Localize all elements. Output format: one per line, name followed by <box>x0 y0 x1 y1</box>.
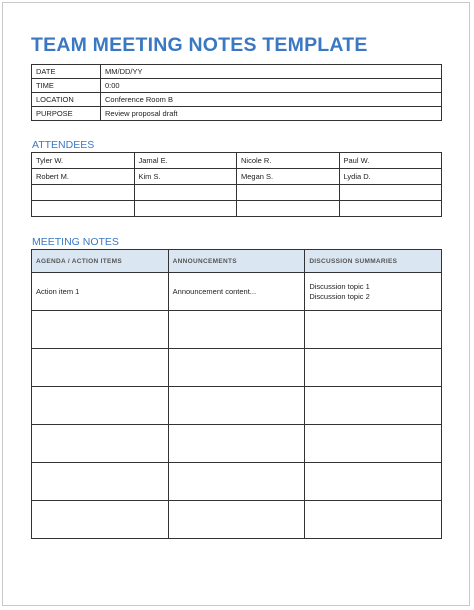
agenda-cell[interactable]: Action item 1 <box>32 273 169 311</box>
agenda-cell[interactable] <box>32 349 169 387</box>
discussion-cell[interactable] <box>305 311 442 349</box>
attendee-cell[interactable]: Tyler W. <box>32 153 135 169</box>
announcement-cell[interactable] <box>168 425 305 463</box>
attendee-cell[interactable]: Kim S. <box>134 169 237 185</box>
info-row-time <box>32 79 442 93</box>
agenda-cell[interactable] <box>32 387 169 425</box>
info-label: TIME <box>32 79 101 93</box>
attendee-cell[interactable] <box>134 201 237 217</box>
column-header-announcements: ANNOUNCEMENTS <box>168 250 305 273</box>
info-row-location <box>32 93 442 107</box>
attendee-cell[interactable]: Megan S. <box>237 169 340 185</box>
notes-header-row <box>32 250 442 273</box>
announcement-cell[interactable]: Announcement content... <box>168 273 305 311</box>
discussion-cell[interactable] <box>305 387 442 425</box>
document-title: TEAM MEETING NOTES TEMPLATE <box>31 34 368 56</box>
notes-row <box>32 311 442 349</box>
meeting-info-table <box>31 64 442 121</box>
attendee-cell[interactable]: Lydia D. <box>339 169 442 185</box>
agenda-cell[interactable] <box>32 425 169 463</box>
discussion-line: Discussion topic 2 <box>309 291 370 301</box>
discussion-cell[interactable] <box>305 349 442 387</box>
attendees-table <box>31 152 442 217</box>
info-row-date <box>32 65 442 79</box>
notes-row <box>32 387 442 425</box>
notes-row <box>32 463 442 501</box>
attendee-cell[interactable]: Nicole R. <box>237 153 340 169</box>
attendee-cell[interactable] <box>134 185 237 201</box>
announcement-cell[interactable] <box>168 463 305 501</box>
attendee-row <box>32 169 442 185</box>
attendee-cell[interactable]: Jamal E. <box>134 153 237 169</box>
info-label: PURPOSE <box>32 107 101 121</box>
attendee-row <box>32 185 442 201</box>
info-value[interactable]: Review proposal draft <box>101 107 442 121</box>
attendee-cell[interactable] <box>237 185 340 201</box>
attendees-heading: ATTENDEES <box>32 139 95 151</box>
attendee-cell[interactable]: Robert M. <box>32 169 135 185</box>
column-header-discussion: DISCUSSION SUMMARIES <box>305 250 442 273</box>
info-value[interactable]: Conference Room B <box>101 93 442 107</box>
notes-row <box>32 425 442 463</box>
attendee-cell[interactable] <box>32 185 135 201</box>
info-value[interactable]: MM/DD/YY <box>101 65 442 79</box>
announcement-cell[interactable] <box>168 387 305 425</box>
discussion-cell[interactable] <box>305 425 442 463</box>
agenda-cell[interactable] <box>32 501 169 539</box>
announcement-cell[interactable] <box>168 311 305 349</box>
discussion-line: Discussion topic 1 <box>309 281 370 291</box>
attendee-cell[interactable] <box>339 201 442 217</box>
notes-row <box>32 501 442 539</box>
discussion-cell[interactable] <box>305 501 442 539</box>
attendee-cell[interactable] <box>339 185 442 201</box>
attendee-cell[interactable]: Paul W. <box>339 153 442 169</box>
announcement-cell[interactable] <box>168 349 305 387</box>
column-header-agenda: AGENDA / ACTION ITEMS <box>32 250 169 273</box>
attendee-row <box>32 153 442 169</box>
agenda-cell[interactable] <box>32 463 169 501</box>
info-label: DATE <box>32 65 101 79</box>
notes-row <box>32 273 442 311</box>
attendee-cell[interactable] <box>32 201 135 217</box>
attendee-cell[interactable] <box>237 201 340 217</box>
discussion-cell[interactable] <box>305 463 442 501</box>
discussion-cell[interactable] <box>305 273 442 311</box>
announcement-cell[interactable] <box>168 501 305 539</box>
info-label: LOCATION <box>32 93 101 107</box>
agenda-cell[interactable] <box>32 311 169 349</box>
info-value[interactable]: 0:00 <box>101 79 442 93</box>
meeting-notes-table <box>31 249 442 539</box>
info-row-purpose <box>32 107 442 121</box>
attendee-row <box>32 201 442 217</box>
meeting-notes-heading: MEETING NOTES <box>32 236 119 248</box>
notes-row <box>32 349 442 387</box>
